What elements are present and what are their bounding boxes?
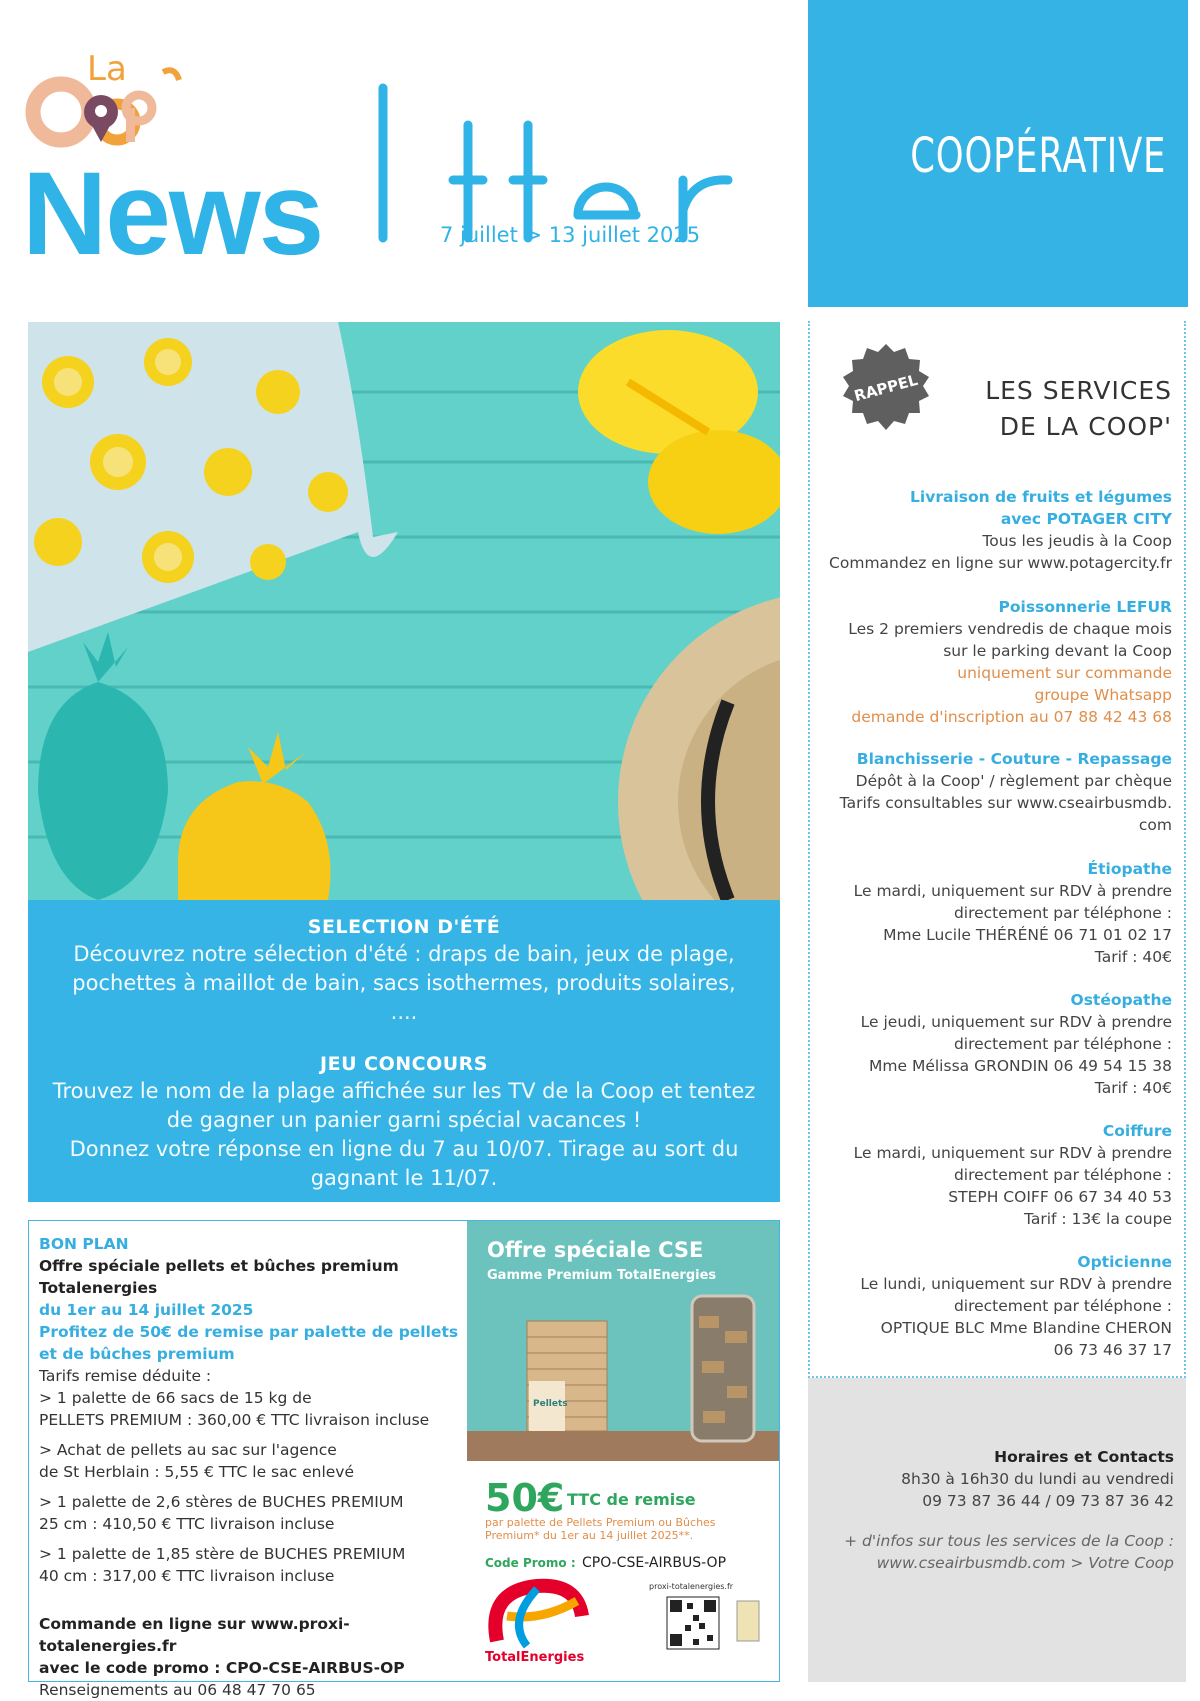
- service-line: Tarif : 13€ la coupe: [1023, 1210, 1172, 1228]
- service-line: Le jeudi, uniquement sur RDV à prendre: [860, 1013, 1172, 1031]
- newsletter-dates: 7 juillet > 13 juillet 2025: [440, 223, 701, 247]
- service-line: Commandez en ligne sur www.potagercity.fr: [829, 554, 1172, 572]
- services-column: [808, 321, 1186, 1378]
- service-coiffure: [816, 1120, 1172, 1230]
- contacts-hours: 8h30 à 16h30 du lundi au vendredi: [901, 1470, 1174, 1488]
- bon-plan-period: du 1er au 14 juillet 2025: [39, 1301, 254, 1319]
- service-name: Poissonnerie LEFUR: [998, 598, 1172, 616]
- contacts-box: [808, 1378, 1186, 1682]
- ad-detail-1: par palette de Pellets Premium ou Bûches: [485, 1516, 716, 1529]
- service-etiopathe: [816, 858, 1172, 968]
- tarif-line: > 1 palette de 66 sacs de 15 kg de: [39, 1389, 312, 1407]
- ad-subtitle: Gamme Premium TotalEnergies: [487, 1268, 717, 1283]
- selection-title: SELECTION D'ÉTÉ: [307, 916, 501, 938]
- rappel-badge-label: RAPPEL: [852, 370, 920, 406]
- service-name: Coiffure: [1102, 1122, 1172, 1140]
- service-line: Le lundi, uniquement sur RDV à prendre: [860, 1275, 1172, 1293]
- totalenergies-ad: [467, 1221, 779, 1681]
- service-blanchisserie: [816, 748, 1172, 836]
- ad-code: CPO-CSE-AIRBUS-OP: [582, 1555, 727, 1571]
- services-title: [985, 373, 1172, 445]
- service-name: avec POTAGER CITY: [1000, 510, 1172, 528]
- bon-plan-title: Offre spéciale pellets et bûches premium Totalenergies: [39, 1257, 399, 1297]
- ad-bag-label: Pellets: [533, 1399, 568, 1409]
- service-name: Opticienne: [1077, 1253, 1172, 1271]
- service-poissonnerie: [816, 596, 1172, 728]
- ad-title: Offre spéciale CSE: [487, 1238, 704, 1262]
- bon-plan-offer: Profitez de 50€ de remise par palette de pellets et de bûches premium: [39, 1323, 459, 1363]
- service-line: com: [1138, 816, 1172, 834]
- service-line: directement par téléphone :: [953, 1297, 1172, 1315]
- contacts-phones: 09 73 87 36 44 / 09 73 87 36 42: [922, 1492, 1174, 1510]
- title-letter-text: letter: [413, 270, 416, 271]
- service-potager: [816, 486, 1172, 574]
- tarif-line: 25 cm : 410,50 € TTC livraison incluse: [39, 1515, 335, 1533]
- tarif-line: > 1 palette de 2,6 stères de BUCHES PREMIUM: [39, 1493, 404, 1511]
- bon-plan-label: BON PLAN: [39, 1235, 129, 1253]
- service-line: Tarifs consultables sur www.cseairbusmdb.: [839, 794, 1172, 812]
- service-line: Mme Mélissa GRONDIN 06 49 54 15 38: [869, 1057, 1172, 1075]
- info-phone: Renseignements au 06 48 47 70 65: [39, 1681, 316, 1699]
- tarif-line: 40 cm : 317,00 € TTC livraison incluse: [39, 1567, 335, 1585]
- service-line-orange: demande d'inscription au 07 88 42 43 68: [851, 708, 1172, 726]
- service-line: directement par téléphone :: [953, 1035, 1172, 1053]
- service-line: directement par téléphone :: [953, 904, 1172, 922]
- bon-plan-tarifs: Tarifs remise déduite :: [39, 1367, 212, 1385]
- tarif-line: > Achat de pellets au sac sur l'agence: [39, 1441, 337, 1459]
- order-link[interactable]: Commande en ligne sur www.proxi-totalenergies.fr: [39, 1615, 350, 1655]
- ad-amount: 50€: [485, 1476, 565, 1520]
- cooperative-header-box: [808, 0, 1188, 307]
- tarif-line: > 1 palette de 1,85 stère de BUCHES PREMIUM: [39, 1545, 406, 1563]
- ad-amount-label: TTC de remise: [567, 1490, 696, 1509]
- service-line: Le mardi, uniquement sur RDV à prendre: [853, 1144, 1172, 1162]
- service-name: Blanchisserie - Couture - Repassage: [856, 750, 1172, 768]
- ad-code-label: Code Promo :: [485, 1556, 576, 1570]
- tarif-line: PELLETS PREMIUM : 360,00 € TTC livraison incluse: [39, 1411, 430, 1429]
- service-line: Tarif : 40€: [1094, 1079, 1172, 1097]
- service-line: Tous les jeudis à la Coop: [982, 532, 1172, 550]
- promo-code-line: avec le code promo : CPO-CSE-AIRBUS-OP: [39, 1659, 405, 1677]
- newsletter-title-news: News: [22, 148, 323, 280]
- service-line-orange: uniquement sur commande: [957, 664, 1172, 682]
- services-title-line2: DE LA COOP': [999, 412, 1172, 441]
- ad-site: proxi-totalenergies.fr: [649, 1582, 734, 1591]
- contacts-text: [844, 1446, 1174, 1574]
- svg-text:La: La: [87, 50, 127, 89]
- service-line: Le mardi, uniquement sur RDV à prendre: [853, 882, 1172, 900]
- bon-plan-text: [39, 1233, 469, 1701]
- service-line: Tarif : 40€: [1094, 948, 1172, 966]
- cooperative-title: COOPÉRATIVE: [909, 128, 1166, 184]
- contacts-title: Horaires et Contacts: [994, 1448, 1174, 1466]
- ad-brand: TotalEnergies: [485, 1650, 585, 1665]
- tarif-line: de St Herblain : 5,55 € TTC le sac enlevé: [39, 1463, 354, 1481]
- service-line: 06 73 46 37 17: [1053, 1341, 1172, 1359]
- selection-text: Découvrez notre sélection d'été : draps de bain, jeux de plage, pochettes à maillot de bain, sacs isothermes, produits solaires, ....: [72, 942, 736, 1024]
- service-name: Étiopathe: [1087, 860, 1172, 878]
- service-line: directement par téléphone :: [953, 1166, 1172, 1184]
- service-name: Livraison de fruits et légumes: [910, 488, 1172, 506]
- service-opticienne: [816, 1251, 1172, 1361]
- contacts-website-link[interactable]: www.cseairbusmdb.com > Votre Coop: [876, 1554, 1174, 1572]
- service-osteopathe: [816, 989, 1172, 1099]
- service-name: Ostéopathe: [1070, 991, 1172, 1009]
- service-line: OPTIQUE BLC Mme Blandine CHERON: [880, 1319, 1172, 1337]
- service-line: sur le parking devant la Coop: [943, 642, 1172, 660]
- service-line: Les 2 premiers vendredis de chaque mois: [848, 620, 1172, 638]
- la-coop-logo: [25, 50, 195, 160]
- jeu-concours-text-1: Trouvez le nom de la plage affichée sur les TV de la Coop et tentez de gagner un panier garni spécial vacances !: [52, 1079, 756, 1132]
- rappel-badge: [838, 342, 934, 438]
- ad-detail-2: Premium* du 1er au 14 juillet 2025**.: [485, 1529, 694, 1542]
- bon-plan-box: [28, 1220, 780, 1699]
- services-title-line1: LES SERVICES: [985, 376, 1172, 405]
- contacts-more: + d'infos sur tous les services de la Coop :: [844, 1532, 1174, 1550]
- summer-promo-block: [28, 900, 780, 1202]
- service-line-orange: groupe Whatsapp: [1034, 686, 1172, 704]
- service-line: Mme Lucile THÉRÉNÉ 06 71 01 02 17: [883, 926, 1172, 944]
- service-line: STEPH COIFF 06 67 34 40 53: [948, 1188, 1172, 1206]
- jeu-concours-title: JEU CONCOURS: [320, 1053, 488, 1075]
- jeu-concours-text-2: Donnez votre réponse en ligne du 7 au 10/07. Tirage au sort du gagnant le 11/07.: [69, 1137, 739, 1190]
- summer-beach-photo: [28, 322, 780, 900]
- service-line: Dépôt à la Coop' / règlement par chèque: [855, 772, 1172, 790]
